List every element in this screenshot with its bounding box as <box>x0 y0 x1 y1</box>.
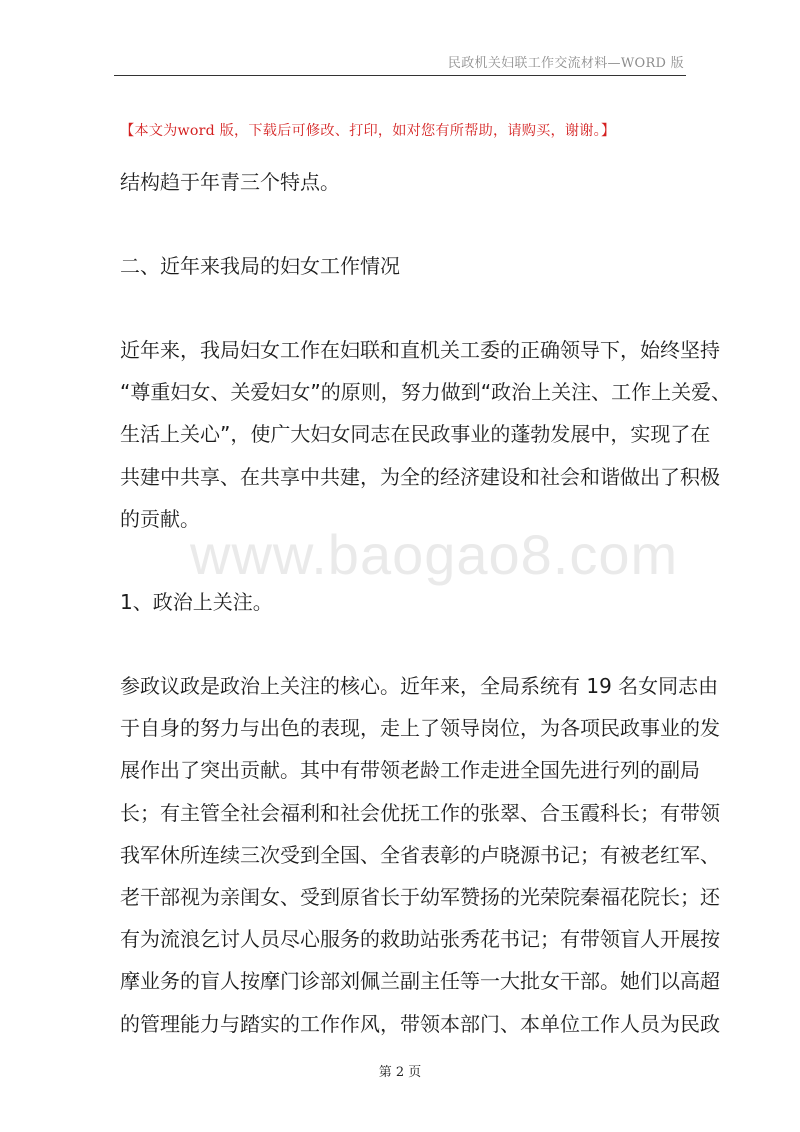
text-line: 生活上关心”，使广大妇女同志在民政事业的蓬勃发展中，实现了在 <box>120 422 711 447</box>
text-line: 共建中共享、在共享中共建，为全的经济建设和社会和谐做出了积极 <box>120 464 720 489</box>
text-line: 有为流浪乞讨人员尽心服务的救助站张秀花书记；有带领盲人开展按 <box>120 927 720 952</box>
text-line: 结构趋于年青三个特点。 <box>120 170 340 194</box>
paragraph-overview <box>120 329 732 540</box>
purchase-notice: 【本文为word 版，下载后可修改、打印，如对您有所帮助，请购买，谢谢。】 <box>120 123 616 139</box>
page-number: 第 2 页 <box>378 1065 422 1080</box>
section-heading <box>120 245 700 287</box>
text-line: 的管理能力与踏实的工作作风，带领本部门、本单位工作人员为民政 <box>120 1011 720 1036</box>
subsection-heading <box>120 581 700 623</box>
text-line: 参政议政是政治上关注的核心。近年来，全局系统有 19 名女同志由 <box>120 674 719 698</box>
text-line: 近年来，我局妇女工作在妇联和直机关工委的正确领导下，始终坚持 <box>120 338 720 362</box>
text-line: 老干部视为亲闺女、受到原省长于幼军赞扬的光荣院秦福花院长；还 <box>120 884 720 909</box>
text-line: 摩业务的盲人按摩门诊部刘佩兰副主任等一大批女干部。她们以高超 <box>120 969 720 994</box>
paragraph-political-concern <box>120 665 720 1045</box>
text-line: “尊重妇女、关爱妇女”的原则，努力做到“政治上关注、工作上关爱、 <box>120 380 732 405</box>
running-header: 民政机关妇联工作交流材料—WORD 版 <box>447 56 684 71</box>
text-line: 于自身的努力与出色的表现，走上了领导岗位，为各项民政事业的发 <box>120 716 720 741</box>
text-line: 展作出了突出贡献。其中有带领老龄工作走进全国先进行列的副局 <box>120 758 700 783</box>
paragraph-continuation <box>120 161 700 203</box>
heading-text: 二、近年来我局的妇女工作情况 <box>120 254 400 278</box>
header-divider <box>114 75 686 76</box>
watermark: www.baogao8.com <box>190 523 679 586</box>
text-line: 我军休所连续三次受到全国、全省表彰的卢晓源书记；有被老红军、 <box>120 842 720 867</box>
text-line: 长；有主管全社会福利和社会优抚工作的张翠、合玉霞科长；有带领 <box>120 800 720 825</box>
text-line: 的贡献。 <box>120 506 200 531</box>
heading-text: 1、政治上关注。 <box>120 590 273 614</box>
